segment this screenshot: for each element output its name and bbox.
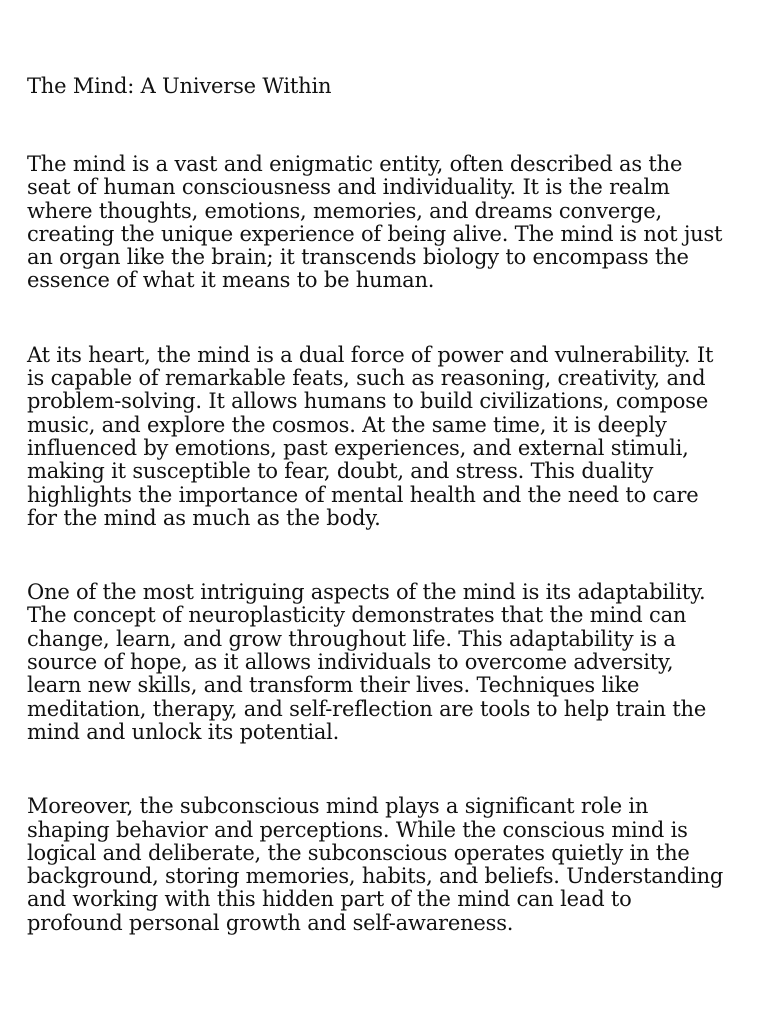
paragraph-4: Moreover, the subconscious mind plays a significant role in shaping behavior and perceptions. While the conscious mind is logical and deliberate, the subconscious operates quietly in the background, storing memories, habits, and beliefs. Understanding and working with this hidden part of the mind can lead to profound personal growth and self-awareness. [27, 794, 724, 935]
document-page [27, 70, 727, 986]
document-title: The Mind: A Universe Within [27, 74, 332, 98]
paragraph-2: At its heart, the mind is a dual force of power and vulnerability. It is capable of remarkable feats, such as reasoning, creativity, and problem-solving. It allows humans to build civilizations, compose music, and explore the cosmos. At the same time, it is deeply influenced by emotions, past experiences, and external stimuli, making it susceptible to fear, doubt, and stress. This duality highlights the importance of mental health and the need to care for the mind as much as the body. [27, 342, 714, 530]
paragraph-1: The mind is a vast and enigmatic entity, often described as the seat of human consciousness and individuality. It is the realm where thoughts, emotions, memories, and dreams converge, creating the unique experience of being alive. The mind is not just an organ like the brain; it transcends biology to encompass the essence of what it means to be human. [27, 152, 723, 293]
paragraph-3: One of the most intriguing aspects of the mind is its adaptability. The concept of neuroplasticity demonstrates that the mind can change, learn, and grow throughout life. This adaptability is a source of hope, as it allows individuals to overcome adversity, learn new skills, and transform their lives. Techniques like meditation, therapy, and self-reflection are tools to help train the mind and unlock its potential. [27, 580, 707, 744]
